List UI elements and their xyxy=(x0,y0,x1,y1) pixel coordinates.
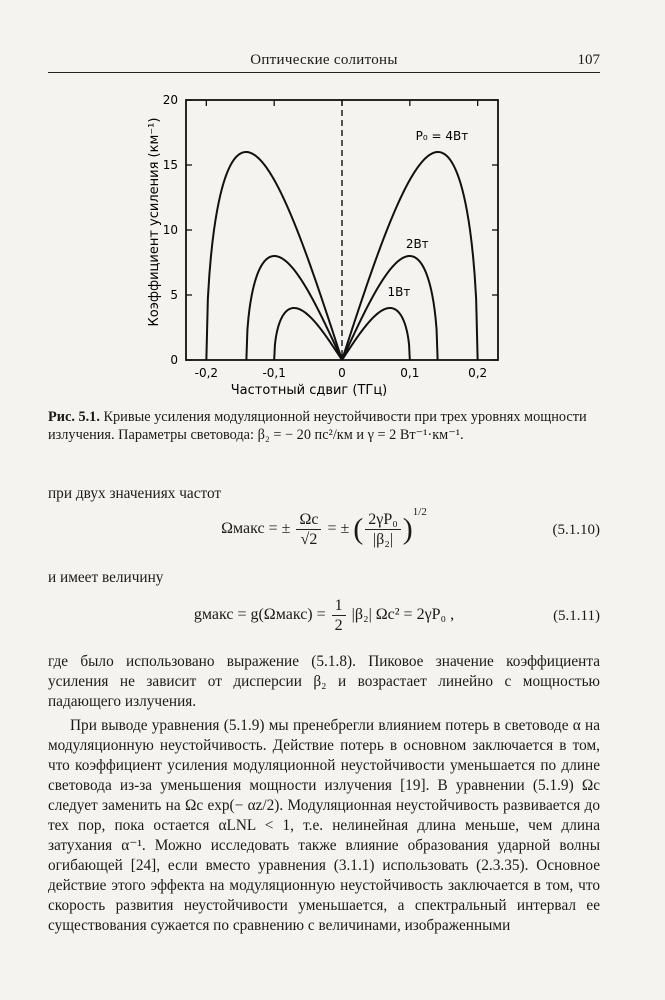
x-tick-label: 0,1 xyxy=(400,366,420,380)
eq2-rhs: |β₂| Ωc² = 2γP₀ , xyxy=(351,606,455,624)
running-title: Оптические солитоны xyxy=(250,52,398,68)
equation-5-1-11 xyxy=(48,596,600,636)
eq2-lhs: gмакс = g(Ωмакс) = xyxy=(193,606,326,624)
eq2-number: (5.1.11) xyxy=(553,608,600,624)
page-header xyxy=(48,50,600,73)
series-label: 1Вт xyxy=(387,285,411,299)
y-axis-label: Коэффициент усиления (км⁻¹) xyxy=(147,117,162,327)
paragraph-losses: При выводе уравнения (5.1.9) мы пренебрегли влиянием потерь в световоде α на модуляционную неустойчивость. Действие потерь в основном заключается в том, что коэффициент усиления модуляционной неустойчивости уменьшается по длине световода из-за уменьшения мощности излучения [19]. В уравнении (5.1.9) Ωc следует заменить на Ωc exp(− αz/2). Модуляционная неустойчивость развивается до тех пор, пока остается αLNL < 1, т.е. нелинейная длина меньше, чем длина затухания α⁻¹. Можно исследовать также влияние образования ударной волны огибающей [24], если вместо уравнения (3.1.1) использовать (2.3.35). Основное действие этого эффекта на модуляционную неустойчивость заключается в том, что скорость развития неустойчивости уменьшается, а спектральный интервал ее существования сужается по сравнению с величинами, изображенными xyxy=(48,717,600,934)
eq1-lhs: Ωмакс = ± xyxy=(221,520,291,538)
y-tick-label: 15 xyxy=(162,158,178,172)
equation-5-1-10: Ωмакс = ± $\frac{\Omega c}{√2}$ = ± ( $\frac{\text{2γP₀}}{\text{|β₂|}}$ )$^{1/2}$ (5.1.10) xyxy=(221,506,600,548)
plot-area xyxy=(163,93,498,380)
y-tick-label: 5 xyxy=(170,288,178,302)
eq1-power: 1/2 xyxy=(412,506,427,518)
figure-caption xyxy=(48,408,608,444)
x-tick-label: 0 xyxy=(338,366,346,380)
gain-chart xyxy=(120,88,510,406)
eq1-fraction-2: $\frac{\text{2γP₀}}{\text{|β₂|}}$ xyxy=(365,510,401,549)
paragraph-peak: где было использовано выражение (5.1.8). Пиковое значение коэффициента усиления не зависит от дисперсии β₂ и возрастает линейно с мощностью падающего излучения. xyxy=(48,653,600,710)
caption-label: Рис. 5.1. xyxy=(48,409,100,425)
x-tick-label: -0,2 xyxy=(194,366,219,380)
series-label: P₀ = 4Вт xyxy=(415,129,469,143)
x-tick-label: 0,2 xyxy=(468,366,488,380)
gain-curve-3-right xyxy=(342,308,410,360)
y-tick-label: 0 xyxy=(170,353,178,367)
gain-curve-3-left xyxy=(274,308,342,360)
series-label: 2Вт xyxy=(405,237,429,251)
y-tick-label: 20 xyxy=(162,93,178,107)
caption-text: Кривые усиления модуляционной неустойчивости при трех уровнях мощности излучения. Параметры световода: β₂ = − 20 пс²/км и γ = 2 Вт⁻¹·км⁻¹. xyxy=(48,409,587,443)
paragraph-intro: при двух значениях частот xyxy=(48,485,222,502)
x-axis-label: Частотный сдвиг (ТГц) xyxy=(230,383,388,398)
paragraph-value: и имеет величину xyxy=(48,569,164,586)
eq1-fraction-1: $\frac{\Omega c}{√2}$ xyxy=(296,510,321,549)
eq1-number: (5.1.10) xyxy=(552,522,600,538)
page-number: 107 xyxy=(577,52,600,68)
eq1-mid: = ± xyxy=(327,520,350,538)
eq2-fraction: $\frac{1}{2}$ xyxy=(332,596,346,635)
x-tick-label: -0,1 xyxy=(262,366,286,380)
y-tick-label: 10 xyxy=(162,223,178,237)
